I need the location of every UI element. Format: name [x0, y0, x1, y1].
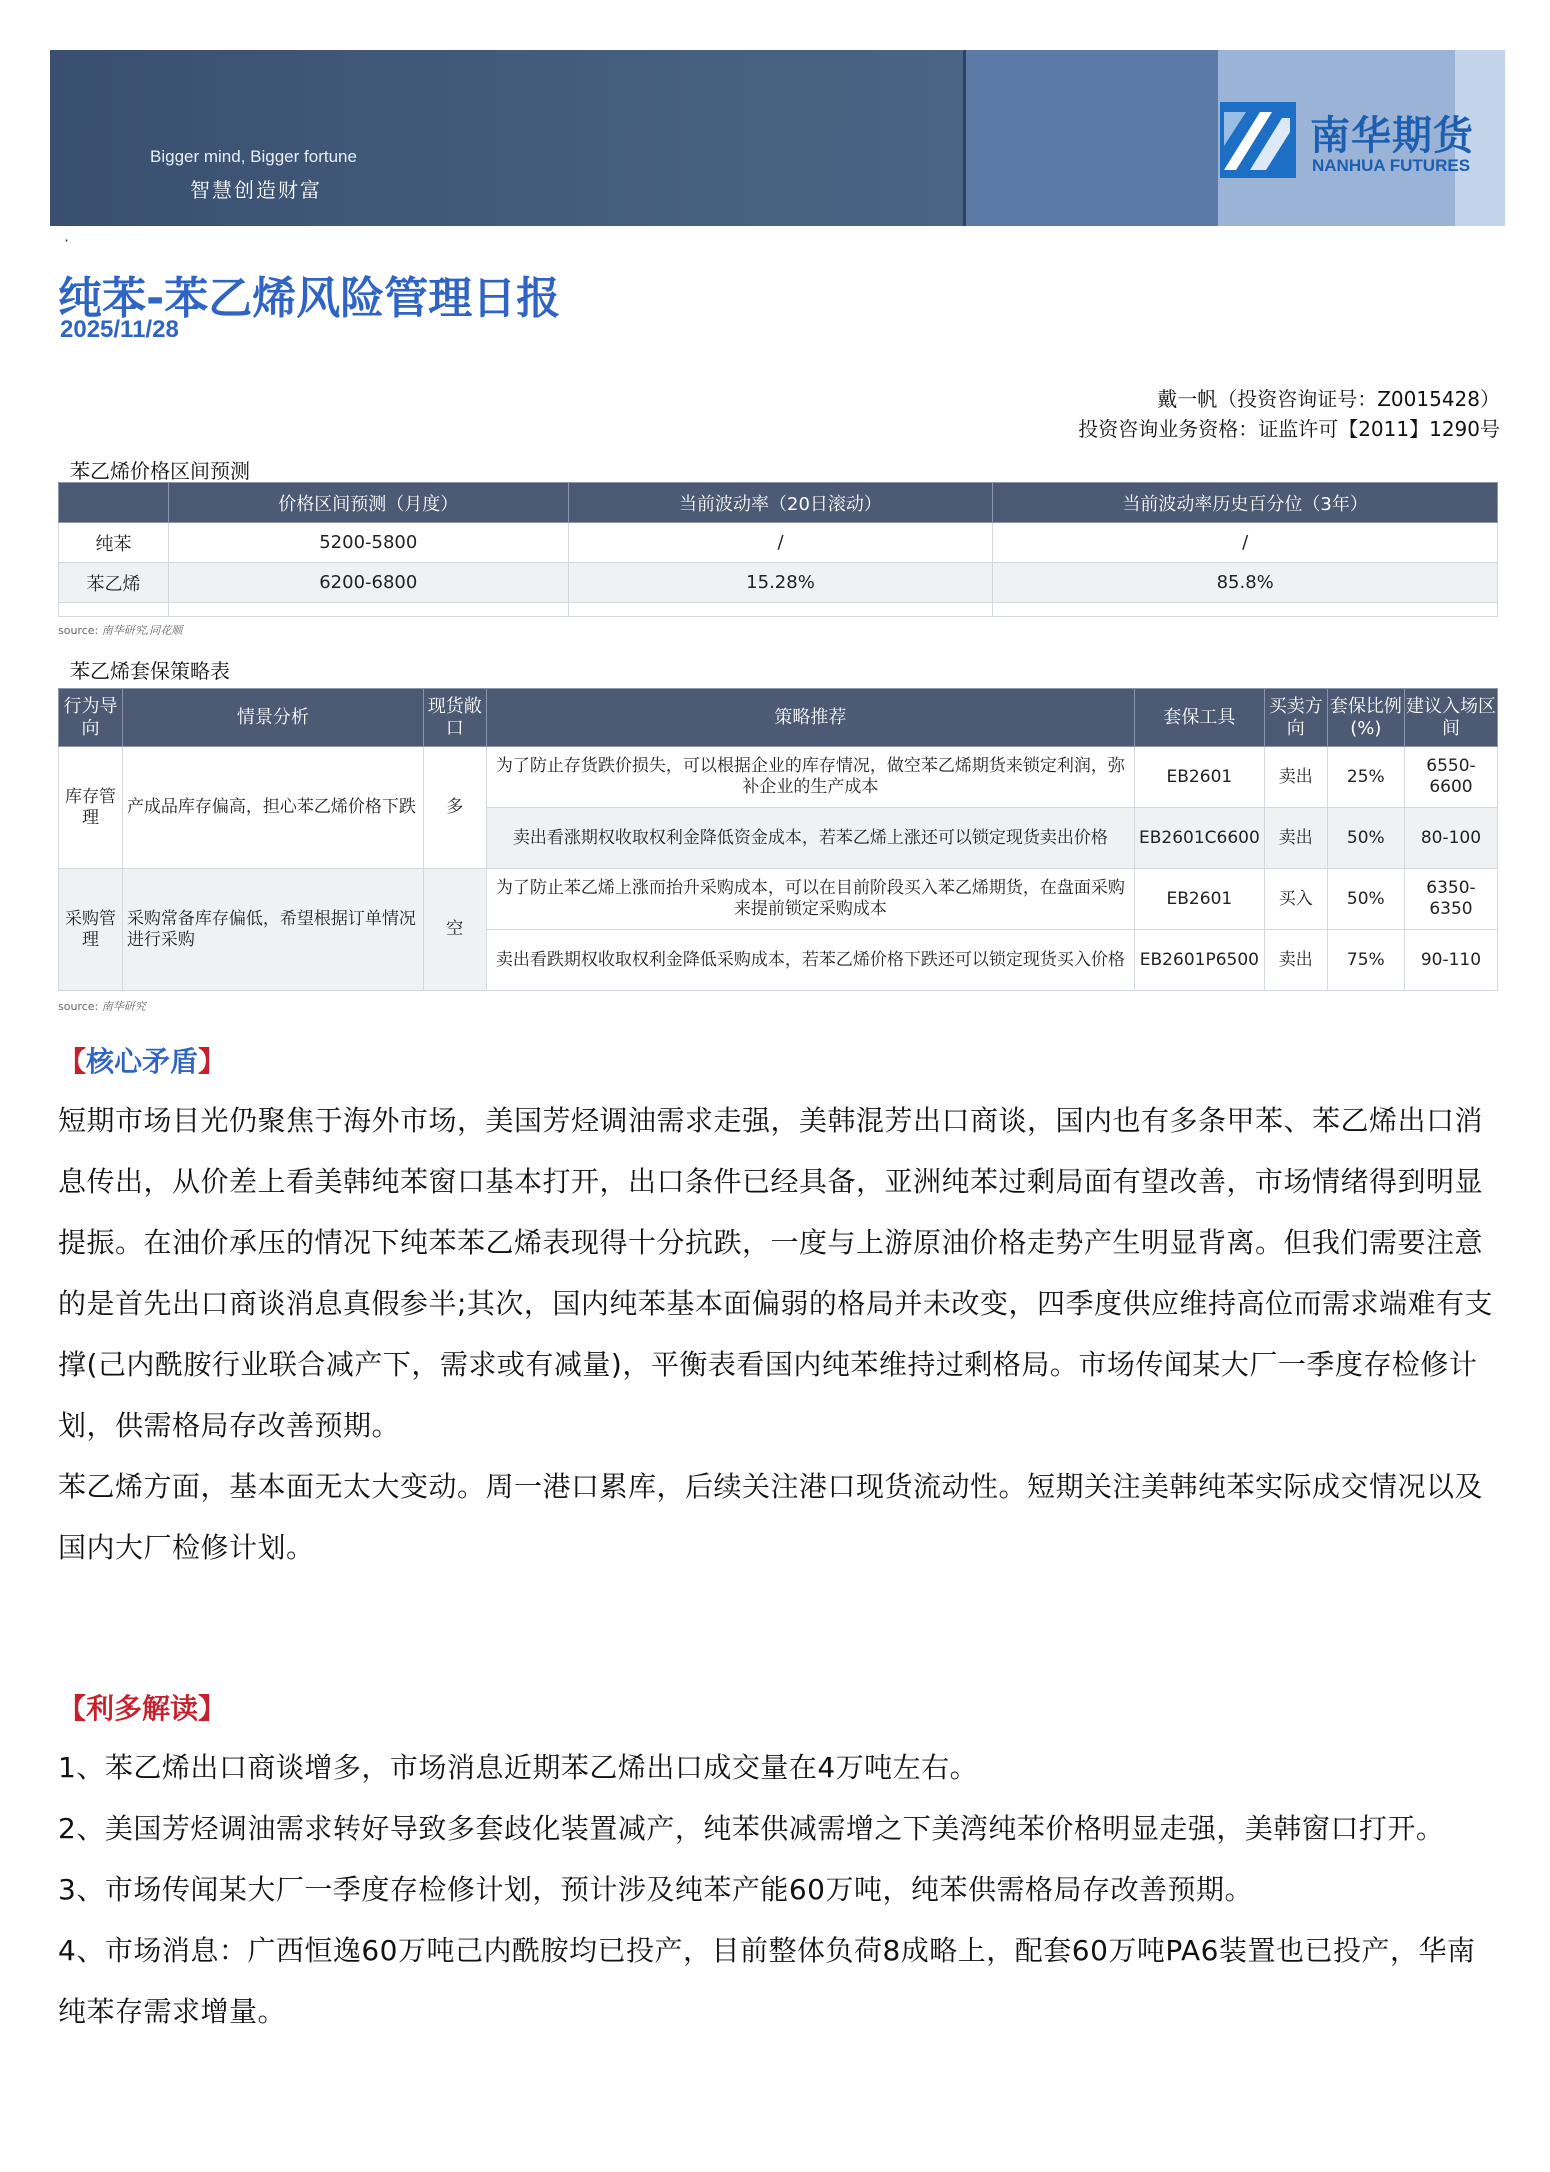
exposure-cell: 空: [423, 869, 486, 991]
table-cell: 5200-5800: [168, 523, 568, 563]
core-heading: [58, 1040, 226, 1080]
bracket-close: 】: [198, 1692, 227, 1725]
ratio-cell: 50%: [1327, 869, 1404, 930]
direction-cell: 卖出: [1264, 808, 1327, 869]
table-header-cell: 当前波动率历史百分位（3年）: [993, 483, 1498, 523]
logo-text-cn: 南华期货: [1310, 113, 1474, 159]
ratio-cell: 75%: [1327, 930, 1404, 991]
report-date: 2025/11/28: [60, 316, 179, 343]
banner-block: [963, 50, 1218, 226]
source-text: 南华研究: [101, 1000, 146, 1013]
table-header-cell: 情景分析: [122, 689, 423, 747]
table-header-cell: [59, 483, 169, 523]
table-cell: /: [568, 523, 993, 563]
table-row: [59, 869, 1498, 930]
entry-cell: 6350-6350: [1404, 869, 1497, 930]
bullish-heading-text: 利多解读: [86, 1692, 199, 1725]
table-header-cell: 当前波动率（20日滚动）: [568, 483, 993, 523]
table-header-cell: 套保工具: [1134, 689, 1264, 747]
instrument-cell: EB2601: [1134, 869, 1264, 930]
table-row-empty: [59, 603, 1498, 617]
direction-cell: 卖出: [1264, 930, 1327, 991]
table-header-cell: 价格区间预测（月度）: [168, 483, 568, 523]
bracket-open: 【: [58, 1045, 87, 1078]
table-cell: 85.8%: [993, 563, 1498, 603]
table-cell: 15.28%: [568, 563, 993, 603]
page-title: 纯苯-苯乙烯风险管理日报: [58, 273, 561, 324]
price-table-label: 苯乙烯价格区间预测: [70, 459, 250, 483]
list-item: 2、美国芳烃调油需求转好导致多套歧化装置减产，纯苯供减需增之下美湾纯苯价格明显走强，美韩窗口打开。: [58, 1812, 1445, 1845]
table-cell: /: [993, 523, 1498, 563]
table-cell: [568, 603, 993, 617]
source-prefix: source:: [58, 624, 99, 637]
paragraph: 苯乙烯方面，基本面无太大变动。周一港口累库，后续关注港口现货流动性。短期关注美韩纯苯实际成交情况以及国内大厂检修计划。: [58, 1470, 1484, 1564]
table-header-cell: 套保比例(%): [1327, 689, 1404, 747]
bracket-close: 】: [198, 1045, 227, 1078]
strategy-cell: 为了防止苯乙烯上涨而抬升采购成本，可以在目前阶段买入苯乙烯期货，在盘面采购来提前锁定采购成本: [486, 869, 1134, 930]
hedge-source: [58, 998, 146, 1014]
table-header-cell: 现货敞口: [423, 689, 486, 747]
table-header-row: [59, 483, 1498, 523]
list-item: 1、苯乙烯出口商谈增多，市场消息近期苯乙烯出口成交量在4万吨左右。: [58, 1751, 979, 1784]
core-heading-text: 核心矛盾: [86, 1045, 199, 1078]
analyst-license: 投资咨询业务资格：证监许可【2011】1290号: [1078, 417, 1500, 441]
list-item: 3、市场传闻某大厂一季度存检修计划，预计涉及纯苯产能60万吨，纯苯供需格局存改善预期。: [58, 1873, 1253, 1906]
strategy-cell: 卖出看涨期权收取权利金降低资金成本，若苯乙烯上涨还可以锁定现货卖出价格: [486, 808, 1134, 869]
table-header-cell: 买卖方向: [1264, 689, 1327, 747]
price-source: [58, 622, 182, 638]
entry-cell: 90-110: [1404, 930, 1497, 991]
table-row: [59, 523, 1498, 563]
table-header-cell: 策略推荐: [486, 689, 1134, 747]
source-prefix: source:: [58, 1000, 99, 1013]
table-cell: 纯苯: [59, 523, 169, 563]
table-cell: [59, 603, 169, 617]
table-header-cell: 建议入场区间: [1404, 689, 1497, 747]
exposure-cell: 多: [423, 747, 486, 869]
direction-cell: 卖出: [1264, 747, 1327, 808]
hedge-strategy-table: [58, 688, 1498, 991]
analyst-info: [1078, 384, 1500, 444]
table-cell: [168, 603, 568, 617]
table-cell: 6200-6800: [168, 563, 568, 603]
scenario-cell: 采购常备库存偏低，希望根据订单情况进行采购: [122, 869, 423, 991]
analyst-name: 戴一帆（投资咨询证号：Z0015428）: [1157, 387, 1500, 411]
instrument-cell: EB2601P6500: [1134, 930, 1264, 991]
banner-divider: [963, 50, 966, 226]
entry-cell: 6550-6600: [1404, 747, 1497, 808]
ratio-cell: 50%: [1327, 808, 1404, 869]
list-item: 4、市场消息：广西恒逸60万吨己内酰胺均已投产，目前整体负荷8成略上，配套60万吨PA6装置也已投产，华南纯苯存需求增量。: [58, 1934, 1476, 2028]
table-header-row: [59, 689, 1498, 747]
logo-text-en: NANHUA FUTURES: [1312, 156, 1471, 175]
table-row: [59, 747, 1498, 808]
table-cell: 苯乙烯: [59, 563, 169, 603]
table-cell: [993, 603, 1498, 617]
ratio-cell: 25%: [1327, 747, 1404, 808]
table-row: [59, 563, 1498, 603]
dot-mark: ·: [64, 231, 70, 250]
bracket-open: 【: [58, 1692, 87, 1725]
behavior-cell: 库存管理: [59, 747, 123, 869]
header-banner: [50, 50, 1505, 226]
source-text: 南华研究,同花顺: [101, 624, 183, 637]
bullish-body: [58, 1737, 1498, 2042]
price-forecast-table: [58, 482, 1498, 617]
slogan-chinese: 智慧创造财富: [190, 178, 322, 202]
strategy-cell: 卖出看跌期权收取权利金降低采购成本，若苯乙烯价格下跌还可以锁定现货买入价格: [486, 930, 1134, 991]
entry-cell: 80-100: [1404, 808, 1497, 869]
table-header-cell: 行为导向: [59, 689, 123, 747]
paragraph: 短期市场目光仍聚焦于海外市场，美国芳烃调油需求走强，美韩混芳出口商谈，国内也有多条甲苯、苯乙烯出口消息传出，从价差上看美韩纯苯窗口基本打开，出口条件已经具备，亚洲纯苯过剩局面有望改善，市场情绪得到明显提振。在油价承压的情况下纯苯苯乙烯表现得十分抗跌，一度与上游原油价格走势产生明显背离。但我们需要注意的是首先出口商谈消息真假参半;其次，国内纯苯基本面偏弱的格局并未改变，四季度供应维持高位而需求端难有支撑(己内酰胺行业联合减产下，需求或有减量)，平衡表看国内纯苯维持过剩格局。市场传闻某大厂一季度存检修计划，供需格局存改善预期。: [58, 1104, 1493, 1442]
strategy-cell: 为了防止存货跌价损失，可以根据企业的库存情况，做空苯乙烯期货来锁定利润，弥补企业的生产成本: [486, 747, 1134, 808]
scenario-cell: 产成品库存偏高，担心苯乙烯价格下跌: [122, 747, 423, 869]
instrument-cell: EB2601: [1134, 747, 1264, 808]
logo-mark-icon: [1220, 102, 1296, 178]
instrument-cell: EB2601C6600: [1134, 808, 1264, 869]
core-body: [58, 1090, 1498, 1578]
nanhua-logo: [1220, 102, 1474, 182]
slogan-english: Bigger mind, Bigger fortune: [150, 147, 357, 166]
direction-cell: 买入: [1264, 869, 1327, 930]
behavior-cell: 采购管理: [59, 869, 123, 991]
hedge-table-label: 苯乙烯套保策略表: [70, 659, 230, 683]
bullish-heading: [58, 1687, 226, 1727]
